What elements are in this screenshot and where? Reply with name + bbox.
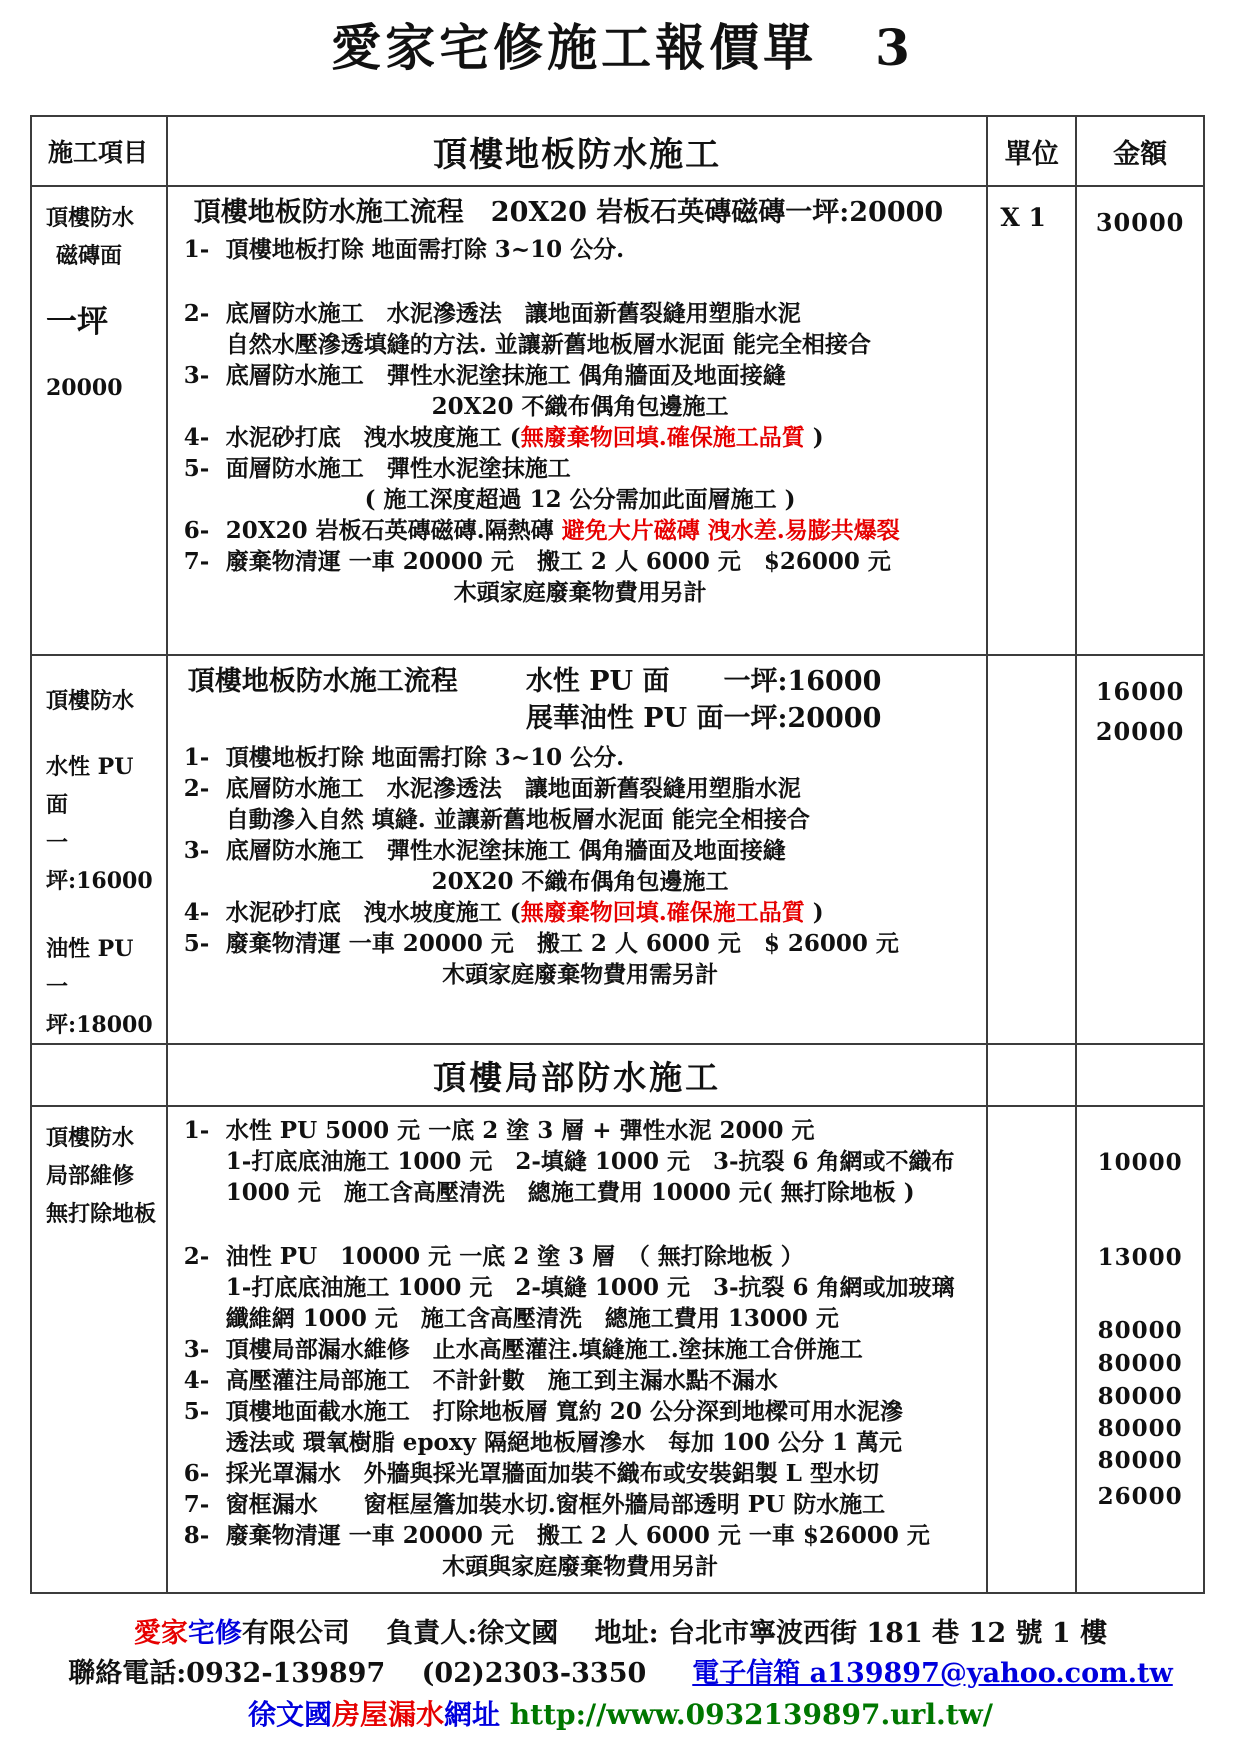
step-text: 底層防水施工 水泥滲透法 讓地面新舊裂縫用塑脂水泥 [225, 775, 801, 802]
row2-name-line: 水性 PU 面 [46, 754, 134, 818]
row1-unit: X 1 [988, 187, 1077, 656]
header-col-unit: 單位 [988, 117, 1077, 187]
header-col-main: 頂樓地板防水施工 [168, 117, 989, 187]
step-text: 頂樓局部漏水維修 止水高壓灌注.填縫施工.塗抹施工合併施工 [225, 1336, 863, 1363]
step-text: 水性 PU 5000 元 一底 2 塗 3 層 + 彈性水泥 2000 元 [225, 1117, 815, 1144]
row2-amount-oil: 20000 [1095, 717, 1185, 746]
process-step [184, 422, 977, 453]
process-step [184, 546, 977, 577]
company-name-part2: 宅修 [187, 1618, 242, 1649]
row2-name-line: 頂樓防水 [46, 688, 135, 714]
step-text: 高壓灌注局部施工 不計針數 施工到主漏水點不漏水 [225, 1367, 778, 1394]
row3-amount: 80000 [1097, 1350, 1183, 1377]
process-step [184, 515, 977, 546]
process-step [184, 453, 977, 484]
step-continuation: 纖維網 1000 元 施工含高壓清洗 總施工費用 13000 元 [225, 1305, 839, 1332]
row3-amount: 80000 [1097, 1383, 1183, 1410]
row2-amount-water: 16000 [1095, 677, 1185, 706]
step-text: 底層防水施工 彈性水泥塗抹施工 偶角牆面及地面接縫 [225, 837, 786, 864]
row2-name-line: 油性 PU 一 [46, 936, 134, 1000]
company-line [0, 1614, 1241, 1654]
step-text: 水泥砂打底 洩水坡度施工 (無廢棄物回填.確保施工品質 ) [225, 899, 824, 926]
row1-amount: 30000 [1077, 187, 1205, 656]
step-text: 頂樓地板打除 地面需打除 3~10 公分. [225, 236, 625, 263]
row3-item-name [32, 1107, 168, 1594]
step-number: 7- [183, 1491, 210, 1518]
company-name-part1: 愛家 [133, 1618, 188, 1649]
page-title-text: 愛家宅修施工報價單 [331, 18, 818, 77]
process-step [184, 773, 977, 804]
row3-amount: 80000 [1097, 1447, 1183, 1474]
website-name-part3: 網址 [444, 1698, 510, 1731]
row2-item-name [32, 656, 168, 1045]
step-continuation: ( 施工深度超過 12 公分需加此面層施工 ) [364, 486, 796, 513]
process-step [184, 234, 977, 265]
row3-amounts [1077, 1107, 1205, 1594]
row1-name-line: 頂樓防水 [46, 205, 135, 231]
step-continuation: 1-打底底油施工 1000 元 2-填縫 1000 元 3-抗裂 6 角網或加玻璃 [225, 1274, 955, 1301]
process-step [184, 928, 977, 959]
process-step [184, 1115, 977, 1146]
email-link[interactable]: 電子信箱 a139897@yahoo.com.tw [692, 1658, 1173, 1689]
step-continuation: 自然水壓滲透填縫的方法. 並讓新舊地板層水泥面 能完全相接合 [225, 331, 871, 358]
table-row-pu-waterproofing [32, 656, 1205, 1045]
process-step [184, 1489, 977, 1520]
page-title [0, 8, 1241, 80]
step-text: 廢棄物清運 一車 20000 元 搬工 2 人 6000 元 $26000 元 [225, 548, 891, 575]
row3-amount: 26000 [1097, 1483, 1183, 1510]
step-number: 3- [183, 362, 210, 389]
step-number: 1- [183, 1117, 210, 1144]
step-number: 7- [183, 548, 210, 575]
row3-amount: 80000 [1097, 1415, 1183, 1442]
process-step [184, 897, 977, 928]
row3-process-detail [168, 1107, 989, 1594]
footer [0, 1614, 1241, 1736]
phone-numbers: 聯絡電話:0932-139897 (02)2303-3350 [68, 1658, 647, 1689]
step-text: 水泥砂打底 洩水坡度施工 (無廢棄物回填.確保施工品質 ) [225, 424, 824, 451]
red-note: 無廢棄物回填.確保施工品質 [520, 424, 805, 451]
step-continuation: 20X20 不織布偶角包邊施工 [431, 393, 729, 420]
section-empty-cell [32, 1045, 168, 1107]
row1-name-line: 一坪 [46, 304, 108, 340]
row3-name-line: 無打除地板 [46, 1201, 157, 1227]
process-step [184, 1520, 977, 1551]
step-text: 面層防水施工 彈性水泥塗抹施工 [225, 455, 571, 482]
page-number: 3 [875, 18, 910, 77]
row2-price-line: 坪:18000 [46, 1012, 153, 1038]
header-col-item: 施工項目 [32, 117, 168, 187]
step-text: 廢棄物清運 一車 20000 元 搬工 2 人 6000 元 一車 $26000 元 [225, 1522, 930, 1549]
step-continuation: 1-打底底油施工 1000 元 2-填縫 1000 元 3-抗裂 6 角網或不織布 [225, 1148, 955, 1175]
step-number: 2- [183, 300, 210, 327]
header-col-amount: 金額 [1077, 117, 1205, 187]
row3-name-line: 局部維修 [46, 1163, 135, 1189]
table-header-row [32, 117, 1205, 187]
step-text: 20X20 岩板石英磚磁磚.隔熱磚 避免大片磁磚 洩水差.易膨共爆裂 [225, 517, 900, 544]
step-continuation: 木頭與家庭廢棄物費用另計 [442, 1553, 719, 1580]
section-header-row [32, 1045, 1205, 1107]
contact-line [0, 1654, 1241, 1694]
red-note: 避免大片磁磚 洩水差.易膨共爆裂 [561, 517, 900, 544]
step-continuation: 20X20 不織布偶角包邊施工 [431, 868, 729, 895]
step-text: 頂樓地板打除 地面需打除 3~10 公分. [225, 744, 625, 771]
company-owner-address: 有限公司 負責人:徐文國 地址: 台北市寧波西街 181 巷 12 號 1 樓 [241, 1618, 1108, 1649]
step-number: 2- [183, 775, 210, 802]
step-text: 採光罩漏水 外牆與採光罩牆面加裝不織布或安裝鋁製 L 型水切 [225, 1460, 879, 1487]
step-number: 8- [183, 1522, 210, 1549]
row2-price-line: 一坪:16000 [46, 830, 153, 894]
section-empty-cell [1077, 1045, 1205, 1107]
step-text: 底層防水施工 彈性水泥塗抹施工 偶角牆面及地面接縫 [225, 362, 786, 389]
step-number: 3- [183, 1336, 210, 1363]
quote-table [30, 115, 1205, 1594]
step-text: 油性 PU 10000 元 一底 2 塗 3 層 （ 無打除地板 ） [225, 1243, 804, 1270]
step-number: 4- [183, 1367, 210, 1394]
process-step [184, 298, 977, 329]
process-step [184, 1458, 977, 1489]
row2-heading-price-oil: 展華油性 PU 面一坪:20000 [525, 703, 882, 734]
process-step [184, 1334, 977, 1365]
process-step [184, 1241, 977, 1272]
step-number: 5- [183, 455, 210, 482]
row3-amount: 80000 [1097, 1317, 1183, 1344]
step-number: 3- [183, 837, 210, 864]
row2-amount [1077, 656, 1205, 1045]
row1-process-detail [168, 187, 989, 656]
row3-name-line: 頂樓防水 [46, 1125, 135, 1151]
step-number: 6- [183, 1460, 210, 1487]
step-number: 5- [183, 930, 210, 957]
step-continuation: 透法或 環氧樹脂 epoxy 隔絕地板層滲水 每加 100 公分 1 萬元 [225, 1429, 902, 1456]
step-continuation: 木頭家庭廢棄物費用需另計 [442, 961, 719, 988]
table-row-tile-waterproofing [32, 187, 1205, 656]
table-row-partial-waterproofing [32, 1107, 1205, 1594]
section2-title: 頂樓局部防水施工 [168, 1045, 989, 1107]
step-number: 6- [183, 517, 210, 544]
step-text: 底層防水施工 水泥滲透法 讓地面新舊裂縫用塑脂水泥 [225, 300, 801, 327]
step-continuation: 自動滲入自然 填縫. 並讓新舊地板層水泥面 能完全相接合 [225, 806, 810, 833]
website-url-link[interactable]: http://www.0932139897.url.tw/ [509, 1698, 993, 1731]
step-text: 廢棄物清運 一車 20000 元 搬工 2 人 6000 元 $ 26000 元 [225, 930, 899, 957]
process-step [184, 742, 977, 773]
row3-amount: 13000 [1097, 1244, 1183, 1271]
row1-item-name [32, 187, 168, 656]
row2-process-detail [168, 656, 989, 1045]
step-number: 1- [183, 744, 210, 771]
step-text: 頂樓地面截水施工 打除地板層 寬約 20 公分深到地樑可用水泥滲 [225, 1398, 903, 1425]
step-text: 窗框漏水 窗框屋簷加裝水切.窗框外牆局部透明 PU 防水施工 [225, 1491, 886, 1518]
step-number: 5- [183, 1398, 210, 1425]
process-step [184, 835, 977, 866]
row2-process-heading: 頂樓地板防水施工流程 水性 PU 面 一坪:16000 [184, 664, 977, 700]
section-empty-cell [988, 1045, 1077, 1107]
process-step [184, 1365, 977, 1396]
process-step [184, 360, 977, 391]
row1-process-heading: 頂樓地板防水施工流程 20X20 岩板石英磚磁磚一坪:20000 [193, 197, 944, 228]
step-number: 1- [183, 236, 210, 263]
step-continuation: 1000 元 施工含高壓清洗 總施工費用 10000 元( 無打除地板 ) [225, 1179, 915, 1206]
process-step [184, 1396, 977, 1427]
row1-price-per-ping: 20000 [46, 375, 123, 401]
step-number: 4- [183, 899, 210, 926]
website-name-part1: 徐文國 [248, 1698, 333, 1731]
step-continuation: 木頭家庭廢棄物費用另計 [453, 579, 707, 606]
row3-amount: 10000 [1097, 1149, 1183, 1176]
red-note: 無廢棄物回填.確保施工品質 [520, 899, 805, 926]
website-line [0, 1694, 1241, 1736]
row1-name-line: 磁磚面 [56, 243, 123, 269]
row2-unit [988, 656, 1077, 1045]
row3-unit [988, 1107, 1077, 1594]
website-name-part2: 房屋漏水 [332, 1698, 445, 1731]
row2-heading-price-water: 水性 PU 面 一坪:16000 [525, 666, 882, 697]
step-number: 2- [183, 1243, 210, 1270]
step-number: 4- [183, 424, 210, 451]
